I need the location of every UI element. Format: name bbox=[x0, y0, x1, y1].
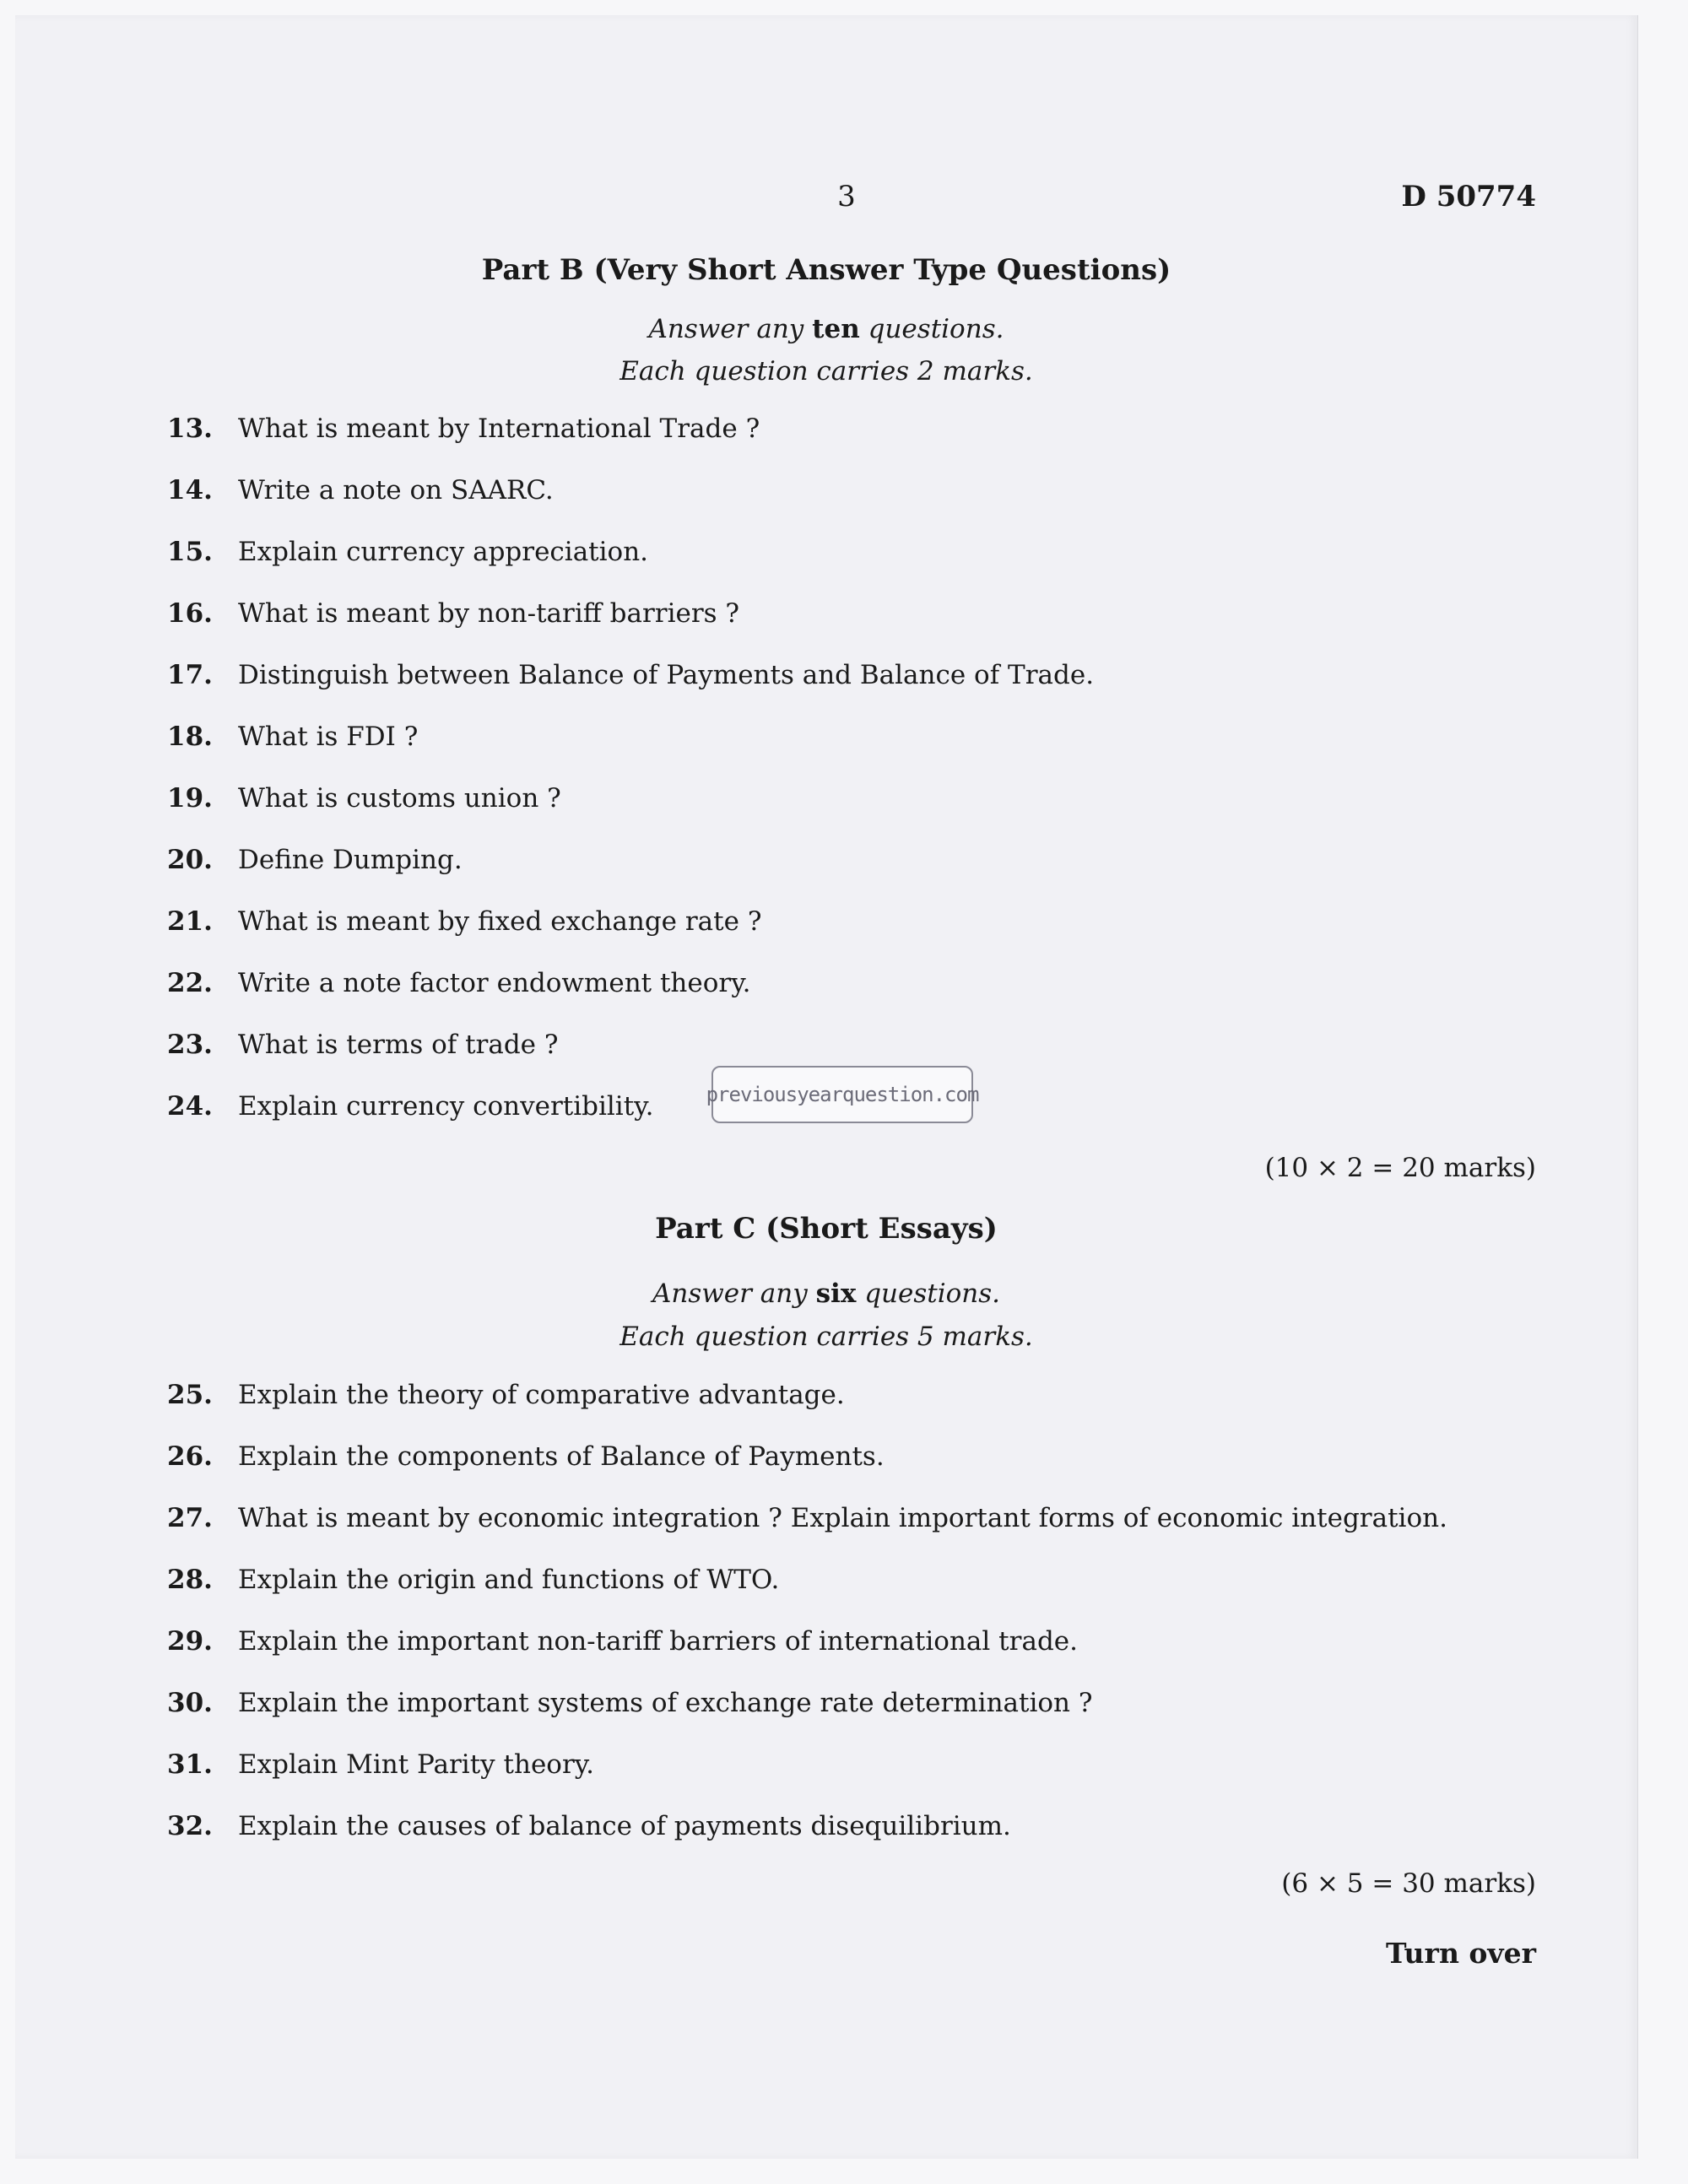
question-29: 29. Explain the important non-tariff barriers of international trade. bbox=[167, 1626, 1078, 1657]
question-32: 32. Explain the causes of balance of payments disequilibrium. bbox=[167, 1811, 1011, 1841]
watermark-text: previousyearquestion.com bbox=[706, 1083, 979, 1106]
question-15: 15. Explain currency appreciation. bbox=[167, 537, 649, 567]
part-c-instruction-count: six bbox=[815, 1279, 857, 1309]
part-c-marks-instruction: Each question carries 5 marks. bbox=[619, 1322, 1033, 1352]
paper-code: D 50774 bbox=[1401, 180, 1536, 214]
question-27: 27. What is meant by economic integration ? Explain important forms of economic integration. bbox=[167, 1503, 1447, 1533]
question-31: 31. Explain Mint Parity theory. bbox=[167, 1749, 595, 1780]
part-c-instruction: Answer any six questions. bbox=[652, 1279, 1001, 1309]
question-17: 17. Distinguish between Balance of Payments and Balance of Trade. bbox=[167, 660, 1095, 690]
question-30: 30. Explain the important systems of exchange rate determination ? bbox=[167, 1688, 1093, 1718]
part-c-marks-total: (6 × 5 = 30 marks) bbox=[1281, 1868, 1536, 1899]
question-13: 13. What is meant by International Trade ? bbox=[167, 414, 760, 444]
part-b-title: Part B (Very Short Answer Type Questions) bbox=[481, 253, 1171, 287]
part-b-marks-instruction: Each question carries 2 marks. bbox=[619, 356, 1033, 387]
question-26: 26. Explain the components of Balance of Payments. bbox=[167, 1441, 885, 1472]
question-21: 21. What is meant by fixed exchange rate ? bbox=[167, 906, 762, 937]
part-b-instruction-count: ten bbox=[812, 314, 860, 344]
part-b-marks-total: (10 × 2 = 20 marks) bbox=[1264, 1153, 1536, 1183]
exam-paper bbox=[15, 15, 1638, 2159]
question-18: 18. What is FDI ? bbox=[167, 722, 419, 752]
question-19: 19. What is customs union ? bbox=[167, 783, 561, 814]
question-25: 25. Explain the theory of comparative advantage. bbox=[167, 1380, 845, 1410]
question-23: 23. What is terms of trade ? bbox=[167, 1030, 559, 1060]
question-28: 28. Explain the origin and functions of WTO. bbox=[167, 1565, 780, 1595]
part-c-title: Part C (Short Essays) bbox=[655, 1212, 998, 1246]
turn-over-label: Turn over bbox=[1386, 1937, 1536, 1970]
question-24: 24. Explain currency convertibility. bbox=[167, 1091, 654, 1122]
question-16: 16. What is meant by non-tariff barriers ? bbox=[167, 598, 740, 629]
page-number: 3 bbox=[837, 180, 856, 214]
watermark-stamp bbox=[706, 1066, 979, 1123]
question-22: 22. Write a note factor endowment theory. bbox=[167, 968, 751, 998]
part-b-instruction: Answer any ten questions. bbox=[648, 314, 1004, 344]
question-20: 20. Define Dumping. bbox=[167, 845, 463, 875]
question-14: 14. Write a note on SAARC. bbox=[167, 475, 554, 505]
